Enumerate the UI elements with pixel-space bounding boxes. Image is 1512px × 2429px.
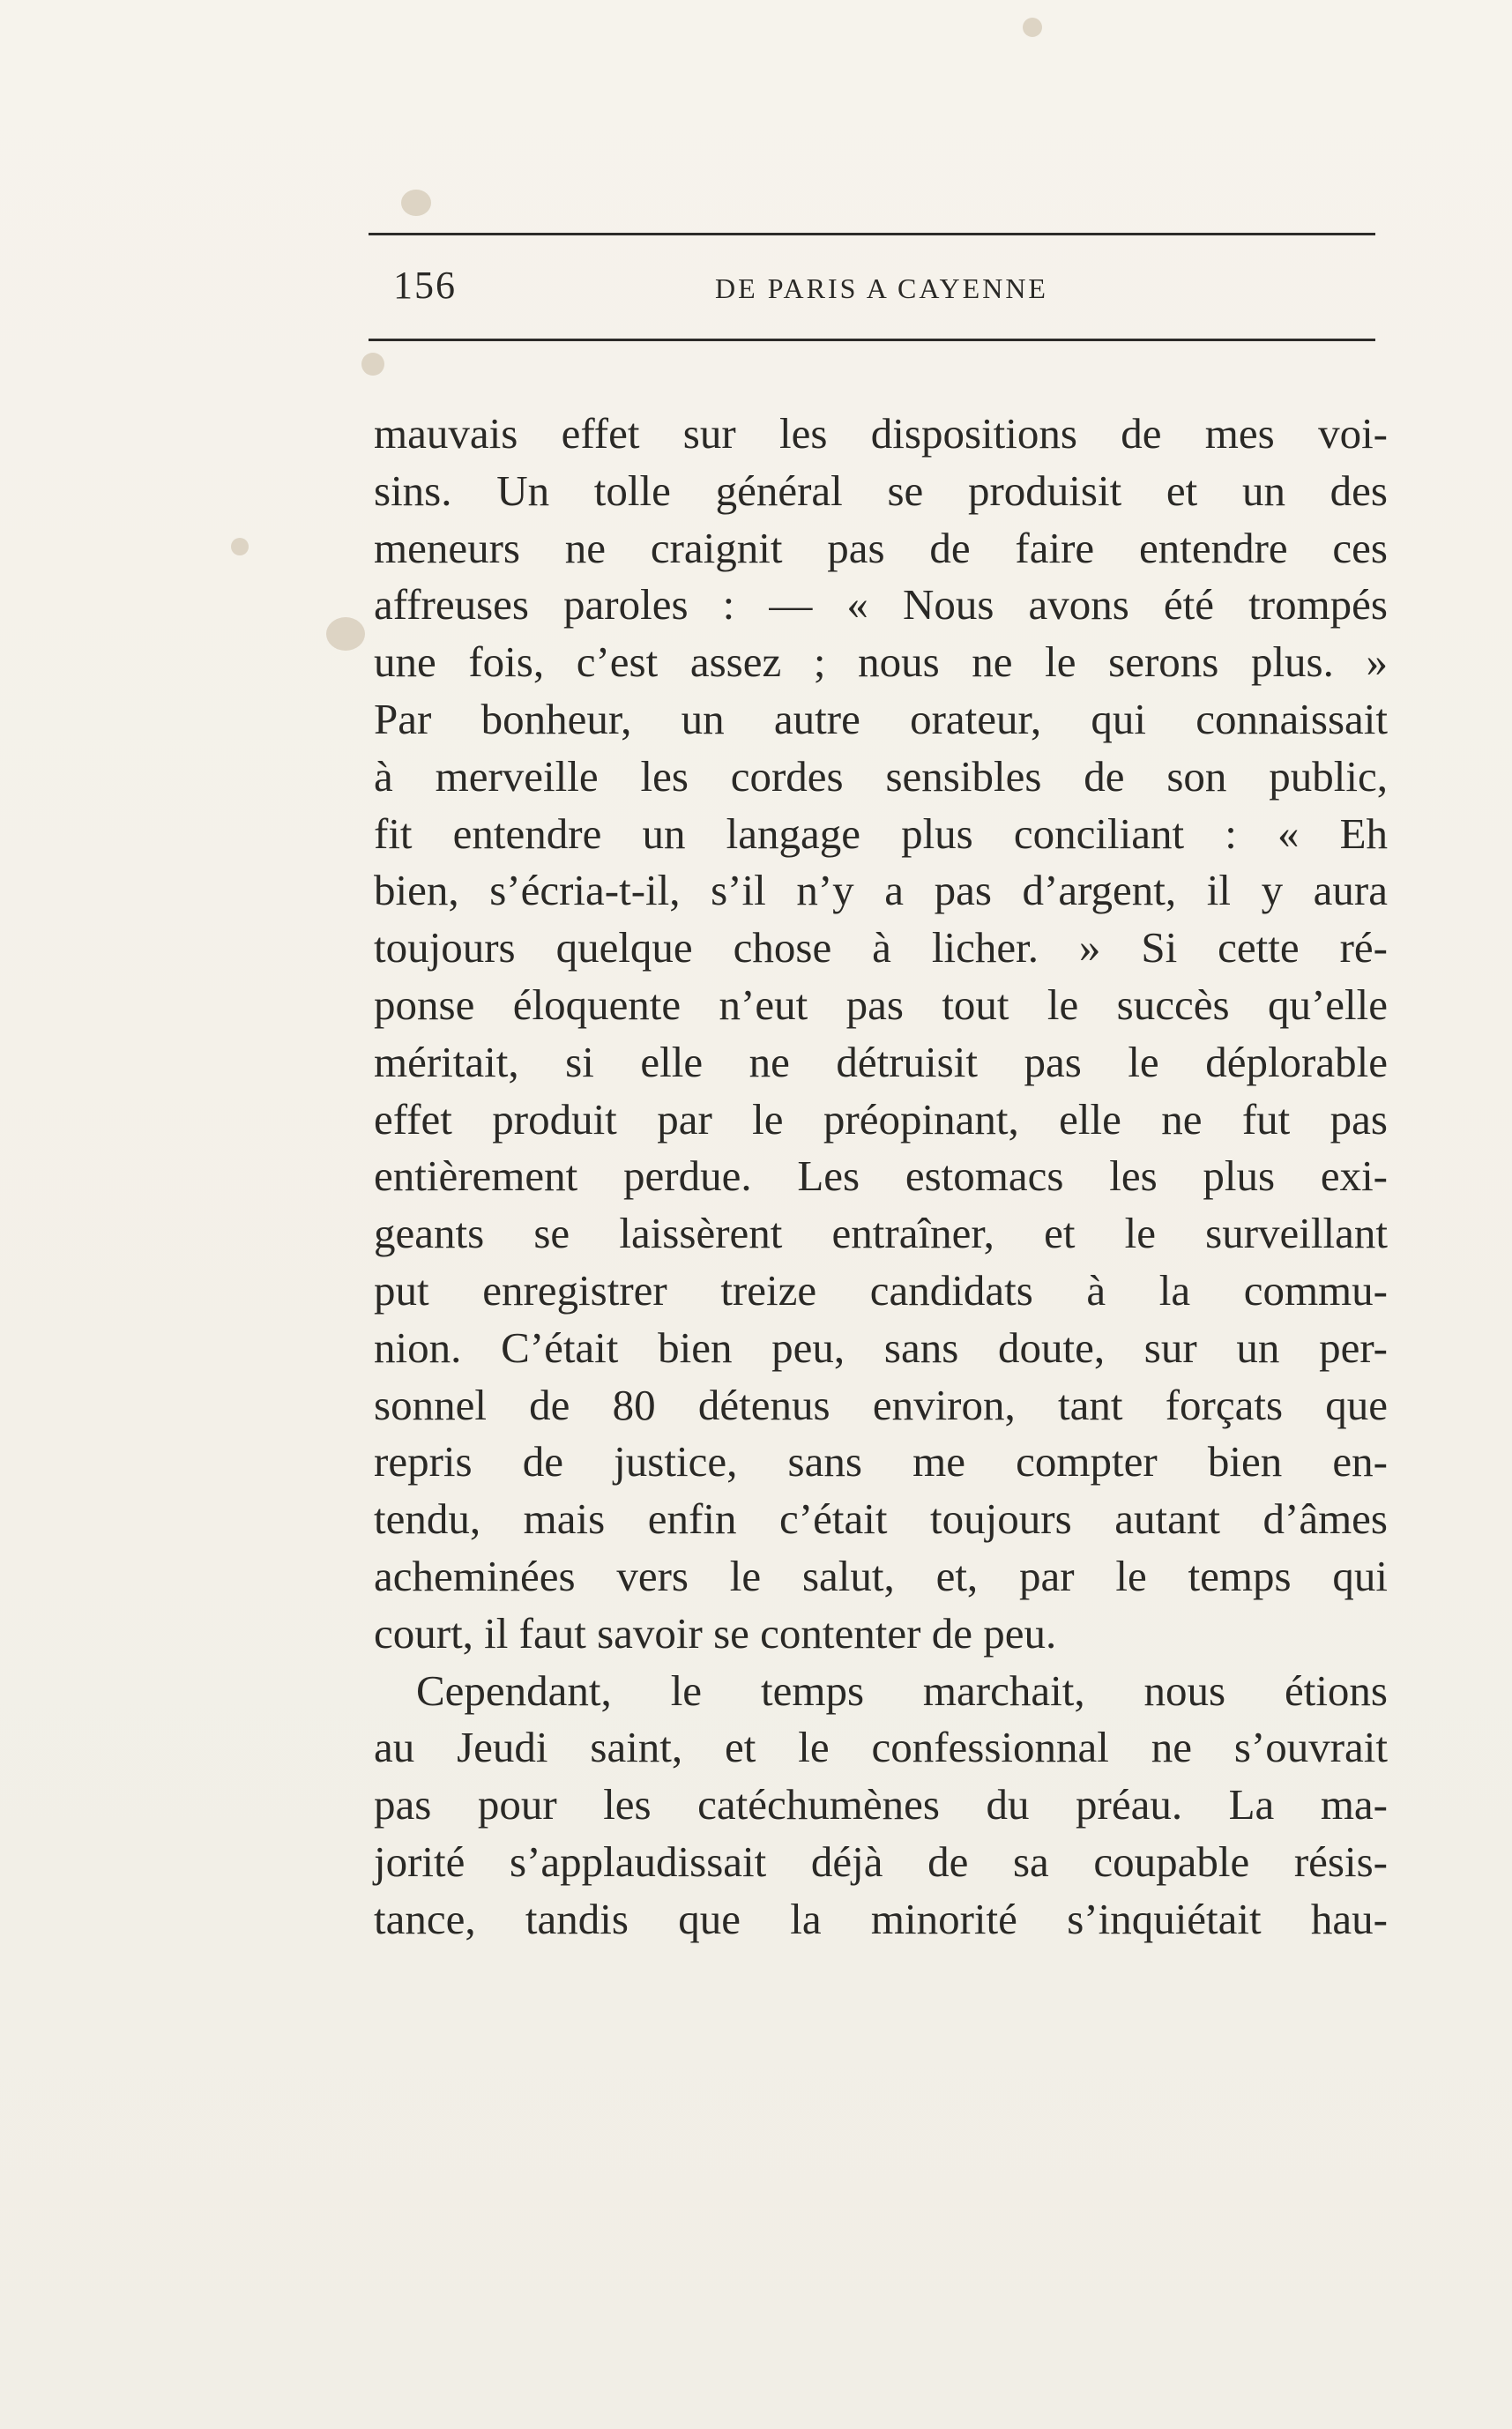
- text-line: mauvais effet sur les dispositions de mes voi-: [374, 409, 1388, 458]
- text-line: acheminées vers le salut, et, par le temps qui: [374, 1551, 1388, 1600]
- text-line: geants se laissèrent entraîner, et le surveillant: [374, 1209, 1388, 1258]
- paper-stain: [231, 538, 249, 555]
- paper-stain: [326, 617, 365, 651]
- text-line: entièrement perdue. Les estomacs les plus exi-: [374, 1151, 1388, 1201]
- text-line: sonnel de 80 détenus environ, tant forçats que: [374, 1380, 1388, 1429]
- paper-stain: [361, 353, 384, 376]
- text-line: méritait, si elle ne détruisit pas le déplorable: [374, 1037, 1388, 1086]
- text-line: une fois, c’est assez ; nous ne le serons plus. »: [374, 637, 1388, 687]
- text-line: Par bonheur, un autre orateur, qui connaissait: [374, 694, 1388, 743]
- header-bottom-rule: [369, 339, 1375, 341]
- text-line: fit entendre un langage plus conciliant : « Eh: [374, 808, 1388, 858]
- page-number: 156: [393, 264, 457, 307]
- text-line: toujours quelque chose à licher. » Si cette ré-: [374, 923, 1388, 972]
- text-line: à merveille les cordes sensibles de son public,: [374, 751, 1388, 801]
- paragraph-start-line: Cependant, le temps marchait, nous étions: [416, 1665, 1388, 1715]
- paper-stain: [401, 190, 431, 216]
- text-line: jorité s’applaudissait déjà de sa coupable résis-: [374, 1837, 1388, 1886]
- paragraph-end-line: court, il faut savoir se contenter de peu.: [374, 1608, 1057, 1658]
- text-line: put enregistrer treize candidats à la commu-: [374, 1265, 1388, 1315]
- text-line: repris de justice, sans me compter bien en-: [374, 1437, 1388, 1486]
- text-line: tance, tandis que la minorité s’inquiétait hau-: [374, 1894, 1388, 1943]
- text-line: effet produit par le préopinant, elle ne fut pas: [374, 1094, 1388, 1144]
- text-line: nion. C’était bien peu, sans doute, sur un per-: [374, 1323, 1388, 1372]
- paper-stain: [1023, 18, 1042, 37]
- text-line: pas pour les catéchumènes du préau. La ma-: [374, 1780, 1388, 1829]
- text-line: bien, s’écria-t-il, s’il n’y a pas d’argent, il y aura: [374, 866, 1388, 915]
- text-line: meneurs ne craignit pas de faire entendre ces: [374, 523, 1388, 572]
- body-text: [374, 406, 1388, 1948]
- text-line: affreuses paroles : — « Nous avons été trompés: [374, 580, 1388, 630]
- text-line: ponse éloquente n’eut pas tout le succès qu’elle: [374, 980, 1388, 1029]
- header-top-rule: [369, 233, 1375, 235]
- running-title: DE PARIS A CAYENNE: [715, 272, 1048, 304]
- text-line: sins. Un tolle général se produisit et un des: [374, 466, 1388, 515]
- text-line: au Jeudi saint, et le confessionnal ne s’ouvrait: [374, 1723, 1388, 1772]
- text-line: tendu, mais enfin c’était toujours autant d’âmes: [374, 1494, 1388, 1544]
